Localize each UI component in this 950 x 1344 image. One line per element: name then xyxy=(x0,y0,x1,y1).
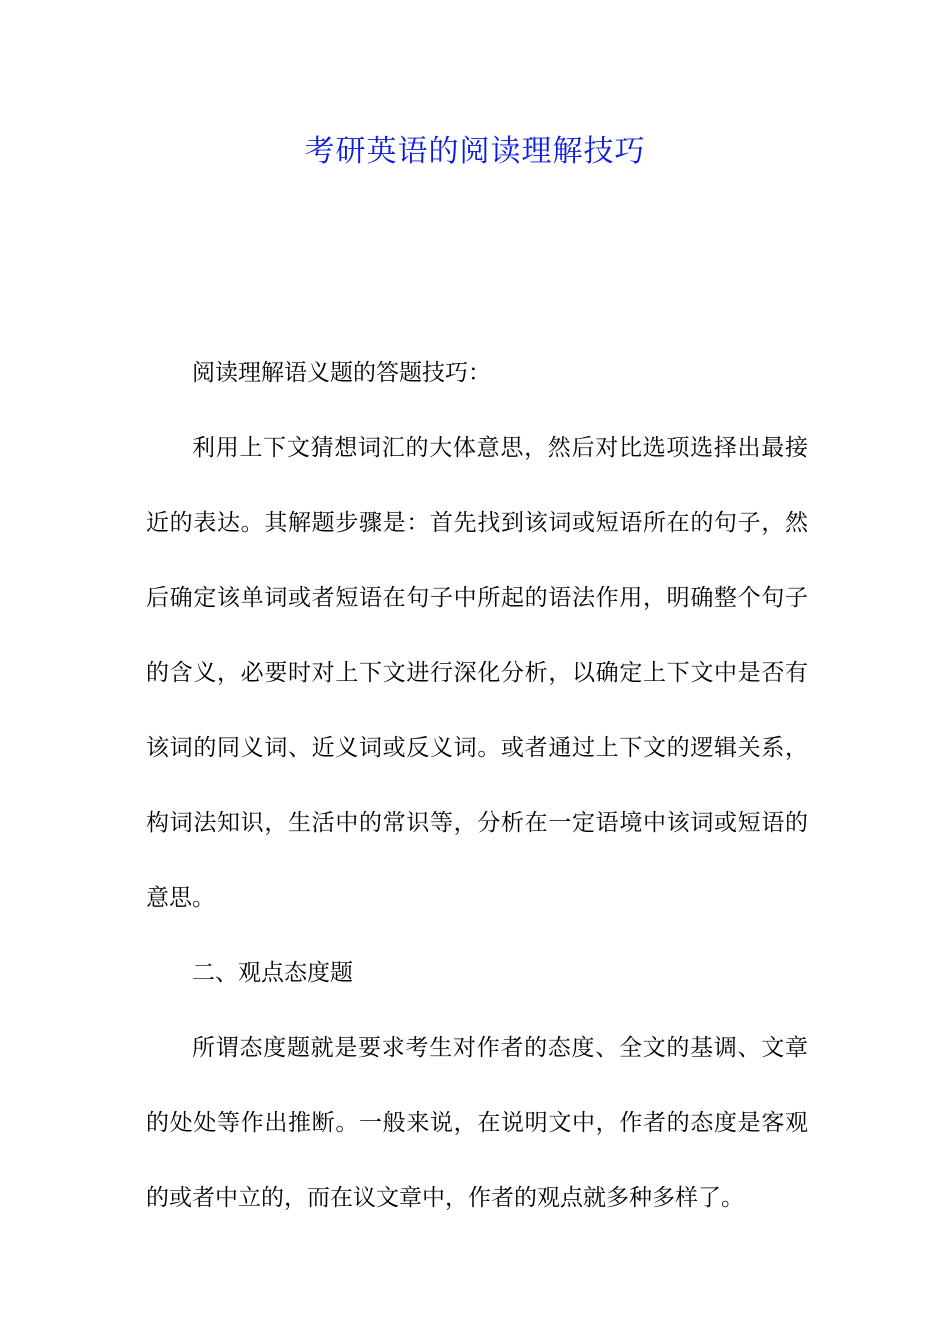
paragraph-attitude-questions: 所谓态度题就是要求考生对作者的态度、全文的基调、文章的处处等作出推断。一般来说，在说明文中，作者的态度是客观的或者中立的，而在议文章中，作者的观点就多种多样了。 xyxy=(146,1035,808,1211)
section-heading-attitude: 二、观点态度题 xyxy=(192,960,353,986)
document-body xyxy=(146,336,808,1236)
paragraph-intro: 阅读理解语义题的答题技巧： xyxy=(192,360,491,386)
paragraph-semantic-technique: 利用上下文猜想词汇的大体意思，然后对比选项选择出最接近的表达。其解题步骤是：首先找到该词或短语所在的句子，然后确定该单词或者短语在句子中所起的语法作用，明确整个句子的含义，必要时对上下文进行深化分析，以确定上下文中是否有该词的同义词、近义词或反义词。或者通过上下文的逻辑关系，构词法知识，生活中的常识等，分析在一定语境中该词或短语的意思。 xyxy=(146,435,808,911)
document-title: 考研英语的阅读理解技巧 xyxy=(304,134,646,169)
